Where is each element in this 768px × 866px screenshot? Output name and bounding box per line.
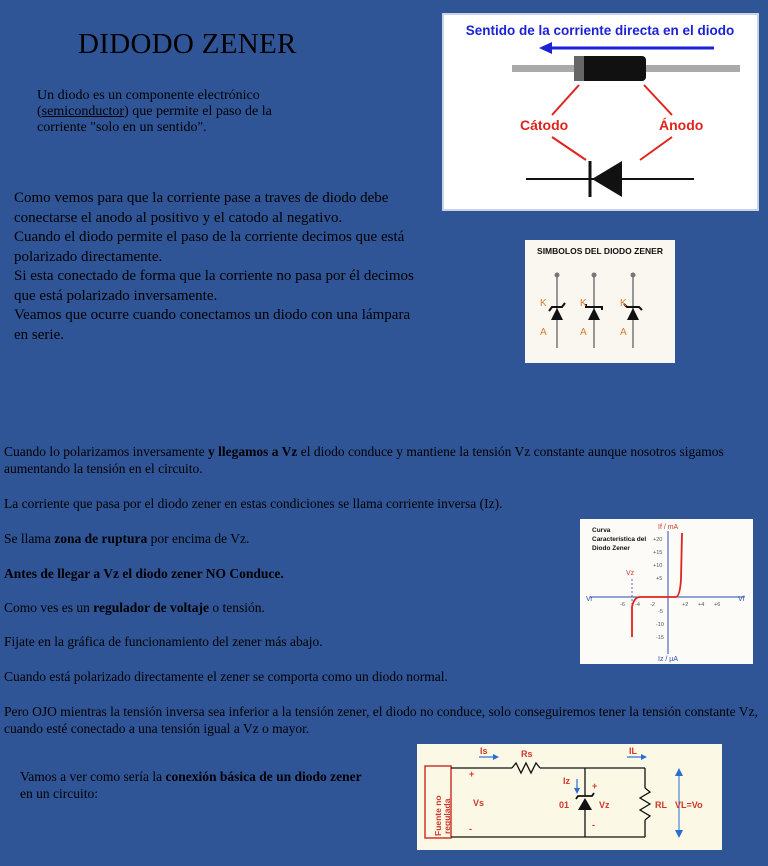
xtick-m6: -6 [620,602,625,608]
minus-label-1: - [469,824,472,834]
p9-c: en un circuito: [20,786,98,801]
zener-basic-circuit-image [417,744,722,850]
p9-b: conexión básica de un diodo zener [165,769,362,784]
paragraph-forward-bias: Cuando está polarizado directamente el zener se comporta como un diodo normal. [4,669,448,684]
iz-label: Iz [563,776,571,786]
p1-a: Cuando lo polarizamos inversamente [4,444,208,459]
p5-b: regulador de voltaje [93,600,209,615]
paragraph-basic-connection [20,768,365,802]
paragraph-warning: Pero OJO mientras la tensión inversa sea inferior a la tensión zener, el diodo no conduce, solo conseguiremos tener la tensión constante Vz, cuando esté conectado a una tensión igual a Vz o mayor. [4,704,758,736]
explanation-line-3: Si esta conectado de forma que la corriente no pasa por él decimos que está polarizado inversamente. [14,268,414,304]
curve-caption-2: Característica del [592,536,647,543]
vf-label: Vf [738,596,745,603]
zener-symbol-3-icon [620,273,642,349]
minus-label-2: - [592,820,595,830]
zener-symbol-1-icon [540,273,565,349]
cathode-label: Cátodo [520,117,569,133]
ytick-20: +20 [653,537,663,543]
if-label: If / mA [658,524,679,531]
page-title: DIDODO ZENER [78,28,297,60]
current-direction-arrow-icon [539,42,714,54]
symbol3-k: K [620,298,627,309]
ytick-m15: -15 [656,635,664,641]
paragraph-regulator [4,599,265,616]
source-label-1: Fuente no [433,795,443,836]
xtick-p2: +2 [682,602,689,608]
vl-label: VL=Vo [675,800,703,810]
zener-characteristic-curve-image [580,519,753,664]
xtick-m4: -4 [635,602,640,608]
il-label: IL [629,746,637,756]
pointer-arrows-icon [552,85,672,160]
p5-a: Como ves es un [4,600,94,615]
diode-component-icon [512,56,740,81]
intro-text-end: ) que permite el paso de la corriente "solo en un sentido". [37,104,272,135]
diode-symbol-icon [526,161,694,197]
intro-paragraph [37,88,297,136]
curve-caption-1: Curva [592,527,611,534]
diode-current-direction-image [442,13,759,211]
rs-label: Rs [521,749,533,759]
zener-symbols-image [525,240,675,363]
diode-image-heading: Sentido de la corriente directa en el diodo [465,23,735,38]
xtick-p4: +4 [698,602,705,608]
symbol2-k: K [580,298,587,309]
rl-label: RL [655,800,667,810]
anode-label: Ánodo [659,117,704,133]
is-label: Is [480,746,488,756]
explanation-line-1: Como vemos para que la corriente pase a traves de diodo debe conectarse el anodo al positivo y el catodo al negativo. [14,190,389,226]
vz-label: Vz [626,570,635,577]
plus-label-1: + [469,769,475,779]
p1-c: el diodo conduce y mantiene la tensión Vz constante aunque nosotros sigamos aumentando la tensión en el circuito. [4,444,724,476]
ytick-15: +15 [653,550,663,556]
paragraph-inverse-current: La corriente que pasa por el diodo zener en estas condiciones se llama corriente inversa (Iz). [4,496,503,511]
paragraph-no-conduction: Antes de llegar a Vz el diodo zener NO Conduce. [4,566,284,581]
paragraph-breakdown-zone [4,530,249,547]
source-label-2: regulada [442,798,452,834]
symbol3-a: A [620,327,627,338]
p5-c: o tensión. [209,600,265,615]
symbol1-k: K [540,298,547,309]
vs-label: Vs [473,798,485,808]
ytick-m5: -5 [658,609,663,615]
p3-a: Se llama [4,531,55,546]
symbol2-a: A [580,327,587,338]
zener-symbol-2-icon [580,273,602,349]
ytick-5: +5 [656,576,663,582]
ytick-m10: -10 [656,622,664,628]
diode-ref-label: 01 [559,800,570,810]
semiconductor-link[interactable]: semiconductor [41,104,125,119]
p9-a: Vamos a ver como sería la [20,769,166,784]
iz-label: Iz / µA [658,656,678,663]
curve-caption-3: Diodo Zener [592,545,630,552]
plus-label-2: + [592,781,598,791]
zener-diode-symbol-icon [576,793,594,810]
vr-label: Vr [586,596,593,603]
explanation-line-4: Veamos que ocurre cuando conectamos un diodo con una lámpara en serie. [14,307,411,343]
symbol1-a: A [540,327,547,338]
symbols-heading: SIMBOLOS DEL DIODO ZENER [537,246,663,256]
xtick-p6: +6 [714,602,721,608]
explanation-line-2: Cuando el diodo permite el paso de la corriente decimos que está polarizado directamente. [14,229,405,265]
p3-b: zona de ruptura [54,531,148,546]
vz-label: Vz [599,800,610,810]
paragraph-graph-note: Fijate en la gráfica de funcionamiento del zener más abajo. [4,634,323,649]
p1-b: y llegamos a Vz [207,444,298,459]
paragraph-reverse-bias [4,443,764,477]
ytick-10: +10 [653,563,663,569]
p3-c: por encima de Vz. [147,531,250,546]
xtick-m2: -2 [650,602,655,608]
intro-text-start: Un diodo es un componente electrónico ( [37,88,260,119]
explanation-block [14,189,424,345]
